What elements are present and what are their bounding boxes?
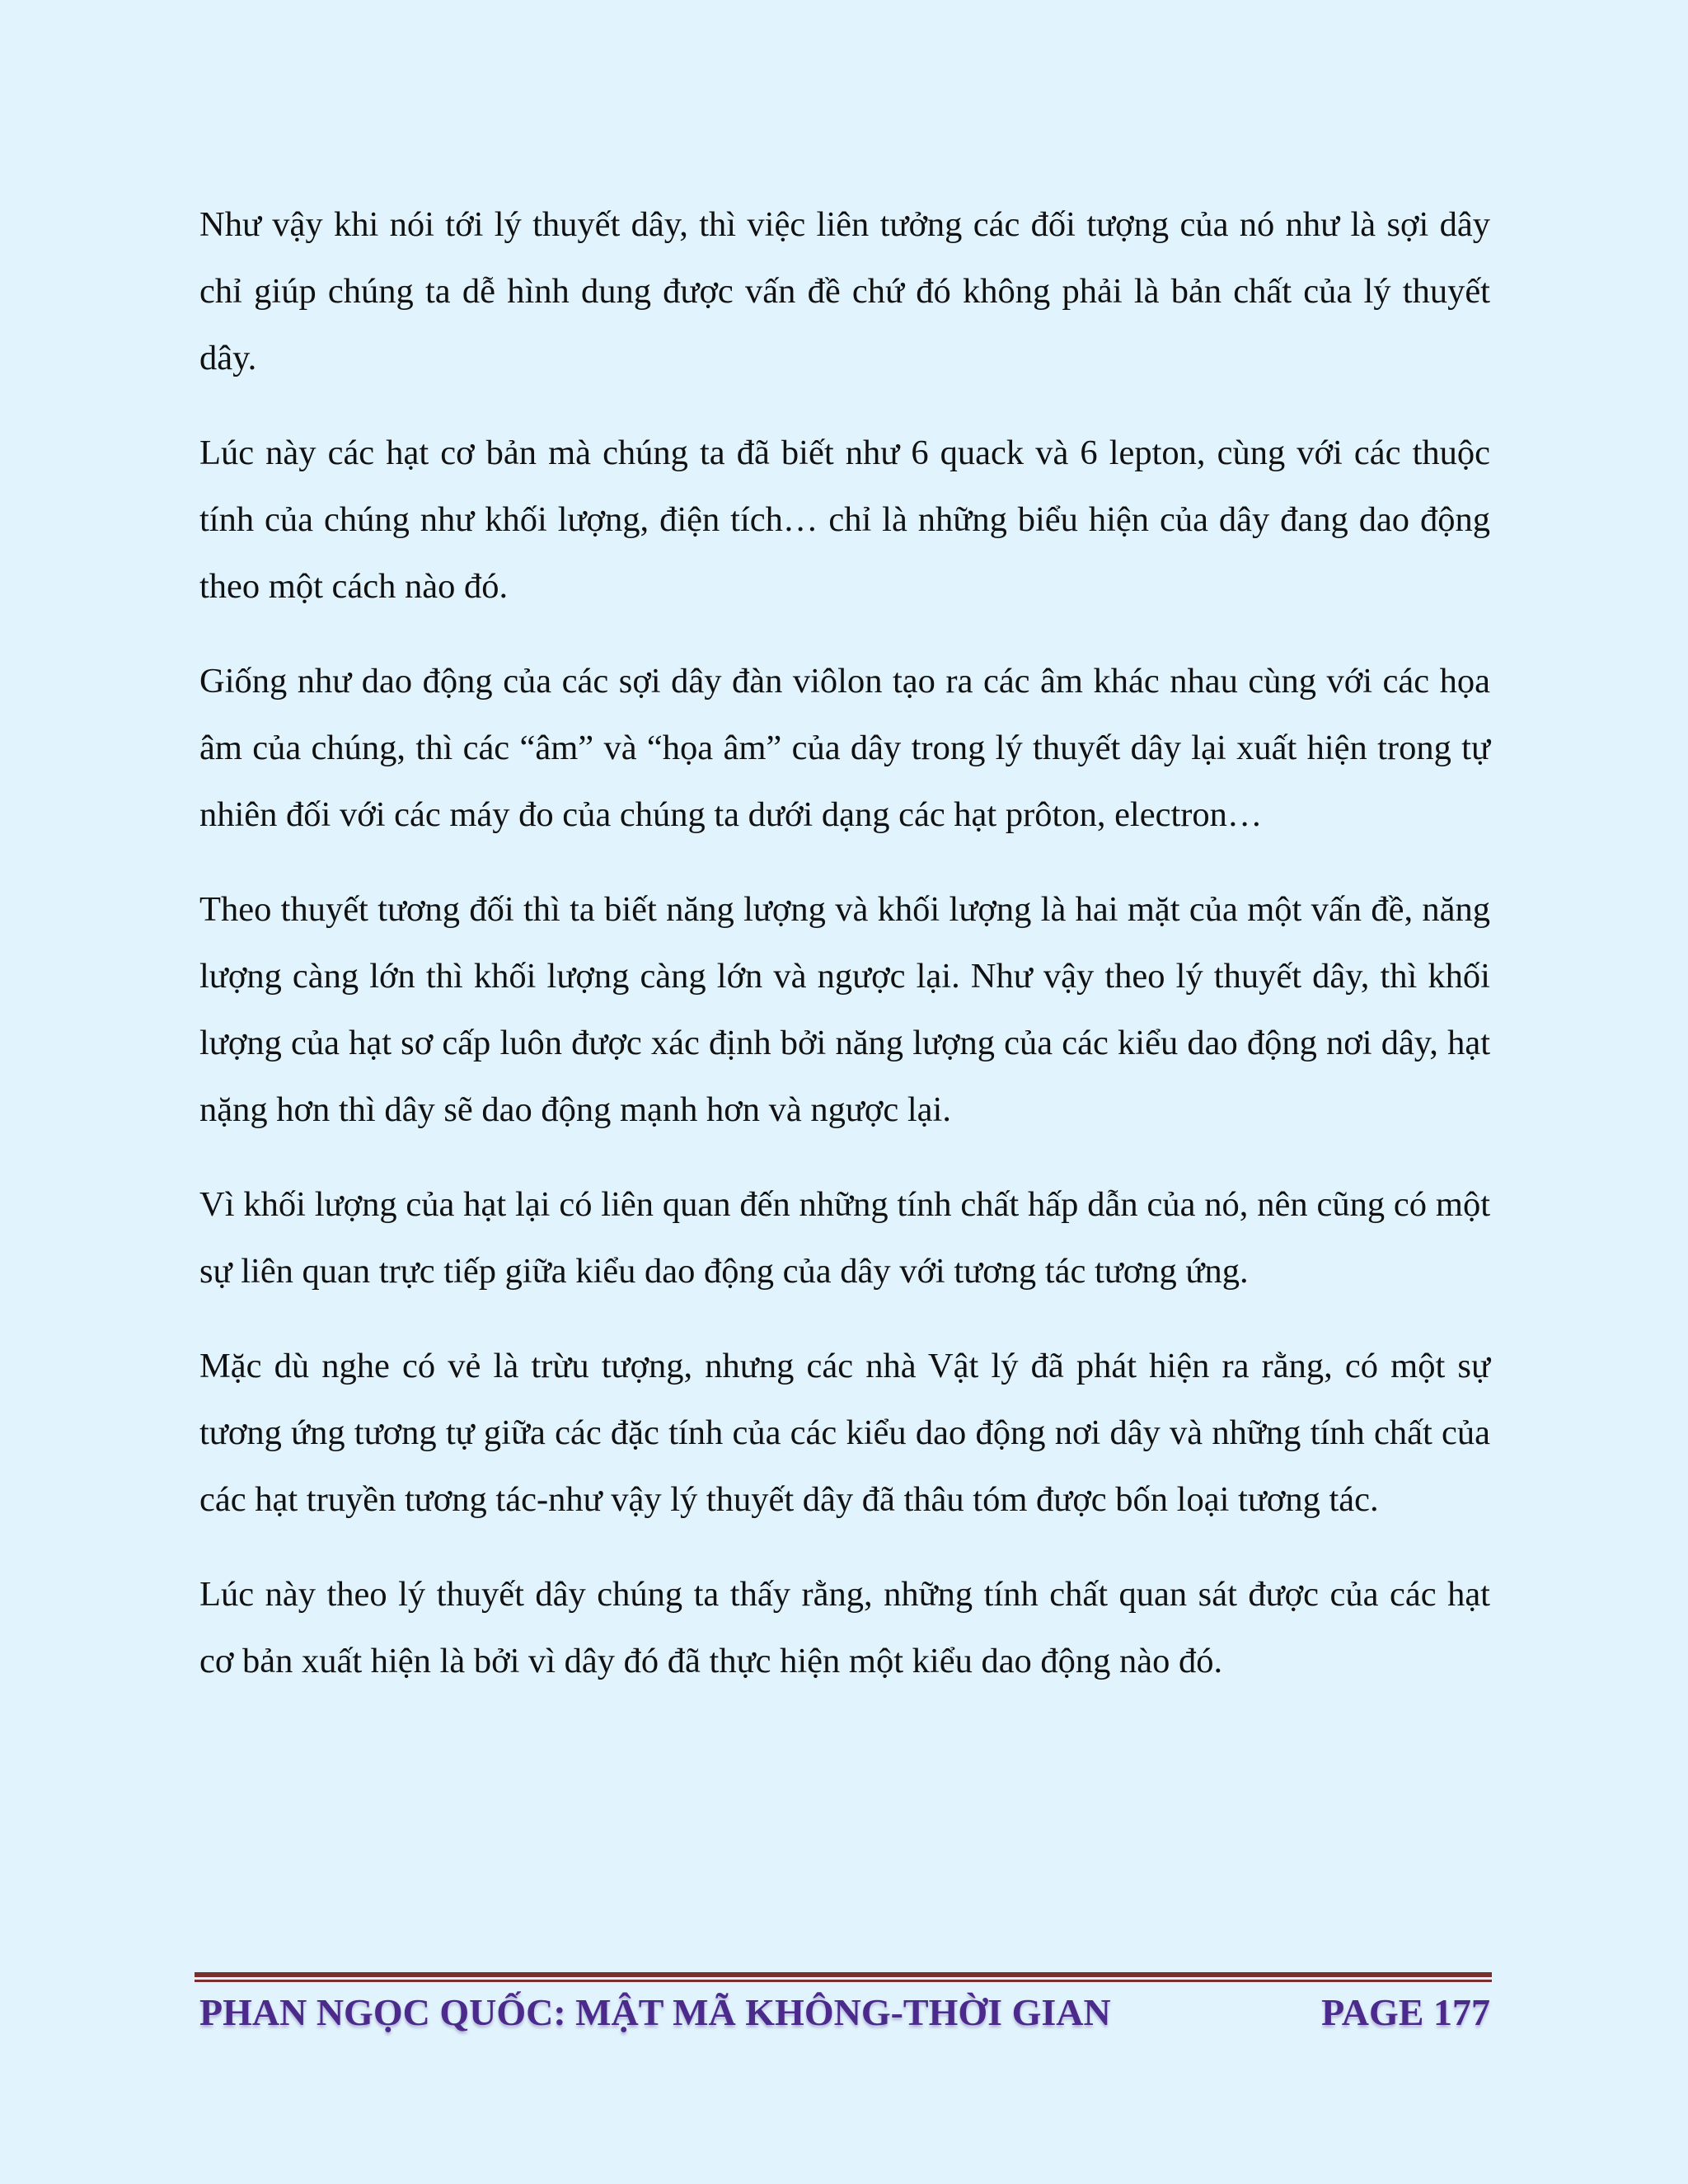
footer-divider-thick-line [195,1972,1492,1977]
footer-divider-thin-line [195,1980,1492,1982]
paragraph: Như vậy khi nói tới lý thuyết dây, thì việc liên tưởng các đối tượng của nó như là sợi dây chỉ giúp chúng ta dễ hình dung được vấn đề chứ đó không phải là bản chất của lý thuyết dây. [199,205,1490,377]
body-text [199,191,1490,1722]
page-footer [199,1988,1490,2037]
footer-divider [195,1972,1492,1984]
footer-page-number: PAGE 177 [1321,1991,1490,2033]
paragraph: Mặc dù nghe có vẻ là trừu tượng, nhưng các nhà Vật lý đã phát hiện ra rằng, có một sự tương ứng tương tự giữa các đặc tính của các kiểu dao động nơi dây và những tính chất của các hạt truyền tương tác-như vậy lý thuyết dây đã thâu tóm được bốn loại tương tác. [199,1347,1490,1519]
paragraph: Lúc này các hạt cơ bản mà chúng ta đã biết như 6 quack và 6 lepton, cùng với các thuộc tính của chúng như khối lượng, điện tích… chỉ là những biểu hiện của dây đang dao động theo một cách nào đó. [199,434,1490,606]
paragraph: Giống như dao động của các sợi dây đàn viôlon tạo ra các âm khác nhau cùng với các họa âm của chúng, thì các “âm” và “họa âm” của dây trong lý thuyết dây lại xuất hiện trong tự nhiên đối với các máy đo của chúng ta dưới dạng các hạt prôton, electron… [199,662,1490,834]
paragraph: Vì khối lượng của hạt lại có liên quan đến những tính chất hấp dẫn của nó, nên cũng có một sự liên quan trực tiếp giữa kiểu dao động của dây với tương tác tương ứng. [199,1185,1490,1291]
footer-book-title: PHAN NGỌC QUỐC: MẬT MÃ KHÔNG-THỜI GIAN [199,1991,1111,2033]
paragraph: Lúc này theo lý thuyết dây chúng ta thấy rằng, những tính chất quan sát được của các hạt cơ bản xuất hiện là bởi vì dây đó đã thực hiện một kiểu dao động nào đó. [199,1575,1490,1680]
paragraph: Theo thuyết tương đối thì ta biết năng lượng và khối lượng là hai mặt của một vấn đề, năng lượng càng lớn thì khối lượng càng lớn và ngược lại. Như vậy theo lý thuyết dây, thì khối lượng của hạt sơ cấp luôn được xác định bởi năng lượng của các kiểu dao động nơi dây, hạt nặng hơn thì dây sẽ dao động mạnh hơn và ngược lại. [199,890,1490,1129]
